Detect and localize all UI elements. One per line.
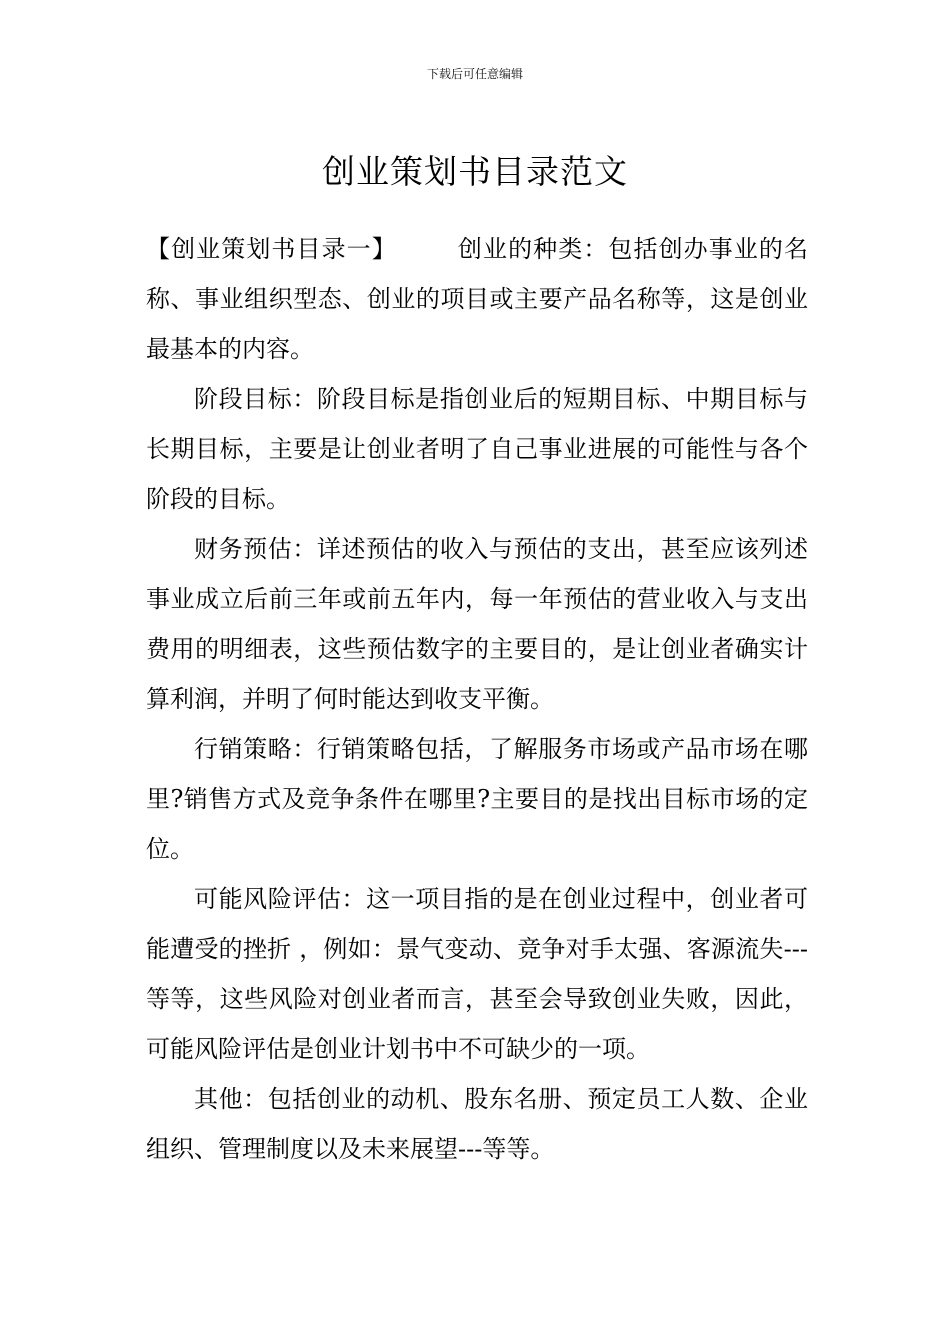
paragraph-financial-forecast: 财务预估：详述预估的收入与预估的支出，甚至应该列述事业成立后前三年或前五年内，每一年预估的营业收入与支出费用的明细表，这些预估数字的主要目的，是让创业者确实计算利润，并明了何时能达到收支平衡。	[146, 535, 808, 713]
intro-paragraph	[146, 224, 808, 374]
page-title: 创业策划书目录范文	[322, 152, 628, 192]
header-note: 下载后可任意编辑	[426, 67, 523, 81]
paragraph-stage-goals: 阶段目标：阶段目标是指创业后的短期目标、中期目标与长期目标，主要是让创业者明了自己事业进展的可能性与各个阶段的目标。	[146, 385, 808, 513]
paragraph-marketing-strategy: 行销策略：行销策略包括，了解服务市场或产品市场在哪里?销售方式及竞争条件在哪里?主要目的是找出目标市场的定位。	[146, 735, 808, 863]
paragraph-risk-assessment: 可能风险评估：这一项目指的是在创业过程中，创业者可能遭受的挫折 ，例如：景气变动、竞争对手太强、客源流失---等等，这些风险对创业者而言，甚至会导致创业失败，因此，可能风险评估是创业计划书中不可缺少的一项。	[146, 885, 808, 1063]
paragraph-others: 其他：包括创业的动机、股东名册、预定员工人数、企业组织、管理制度以及未来展望---等等。	[146, 1085, 808, 1163]
document-body	[146, 224, 808, 1174]
intro-text: 创业的种类：包括创办事业的名称、事业组织型态、创业的项目或主要产品名称等，这是创业最基本的内容。	[146, 235, 809, 363]
section-label: 【创业策划书目录一】	[146, 235, 397, 263]
